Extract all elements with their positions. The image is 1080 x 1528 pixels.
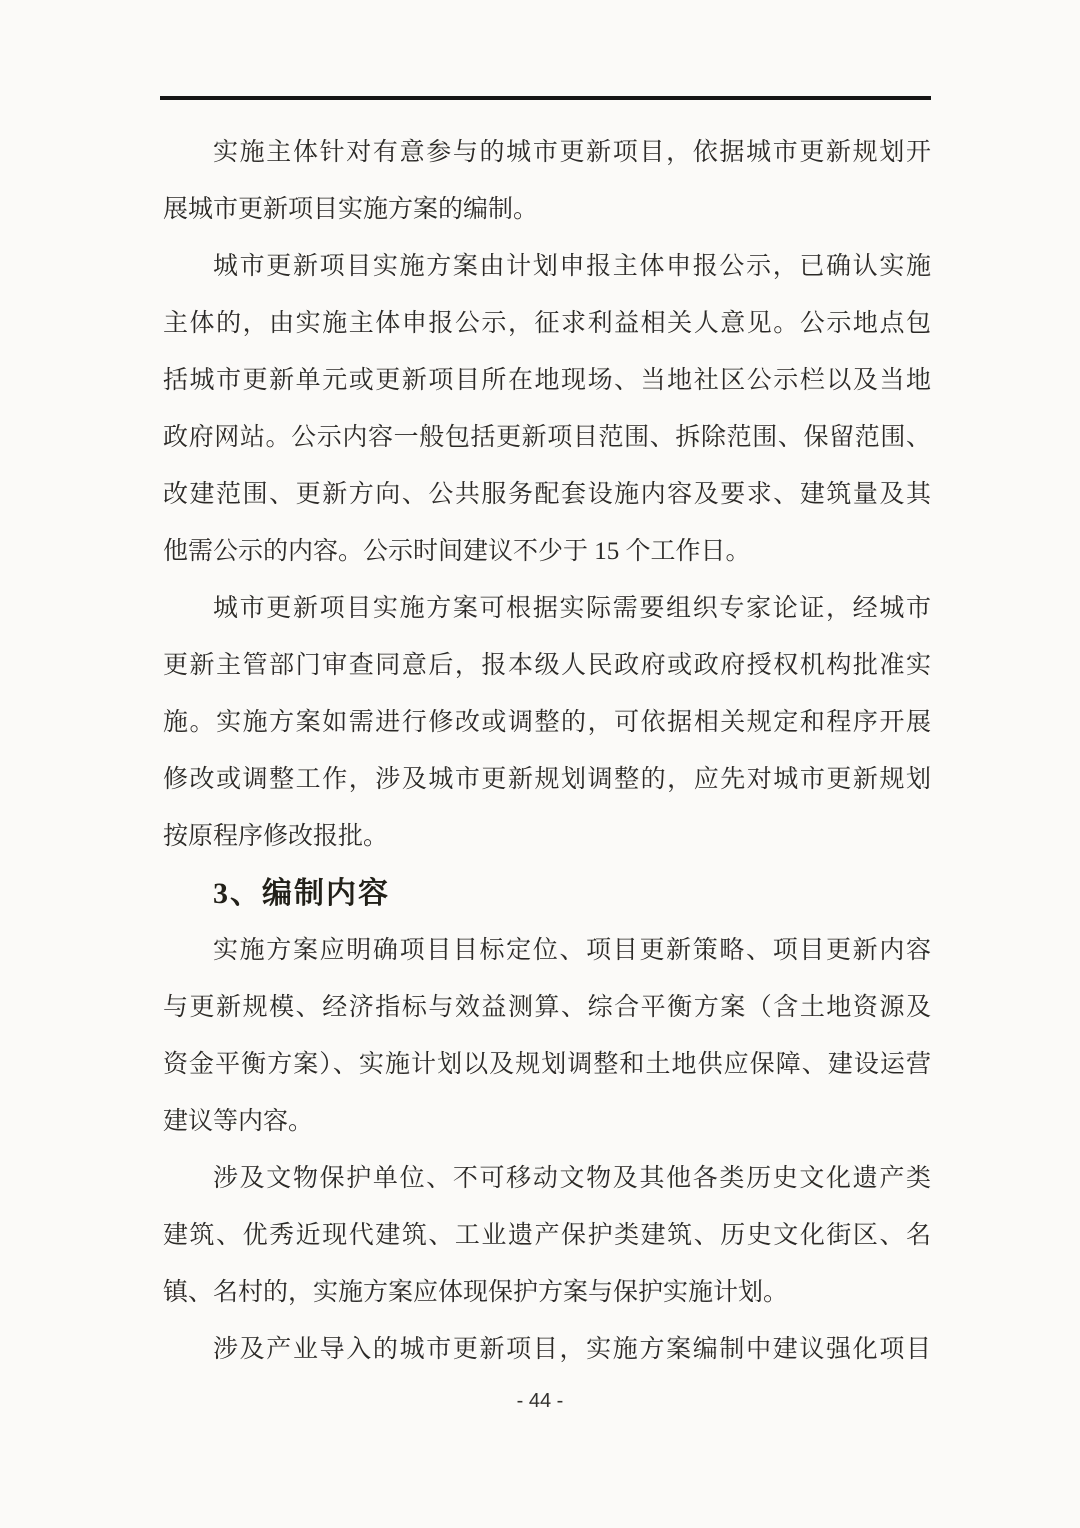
text-line: 城市更新项目实施方案可根据实际需要组织专家论证，经城市 [213,595,931,622]
text-line: 涉及产业导入的城市更新项目，实施方案编制中建议强化项目 [213,1336,931,1363]
section-heading: 3、编制内容 [213,877,390,910]
paragraph [163,580,931,865]
text-line: 括城市更新单元或更新项目所在地现场、当地社区公示栏以及当地 [163,367,931,394]
text-line: 展城市更新项目实施方案的编制。 [163,196,539,223]
text-line: 实施方案应明确项目目标定位、项目更新策略、项目更新内容 [213,937,931,964]
text-line: 建筑、优秀近现代建筑、工业遗产保护类建筑、历史文化街区、名 [163,1222,931,1249]
text-line: 与更新规模、经济指标与效益测算、综合平衡方案（含土地资源及 [163,994,931,1021]
text-line: 建议等内容。 [163,1108,314,1135]
header-rule [160,96,931,100]
text-line: 政府网站。公示内容一般包括更新项目范围、拆除范围、保留范围、 [163,424,931,451]
text-line: 改建范围、更新方向、公共服务配套设施内容及要求、建筑量及其 [163,481,931,508]
text-line: 资金平衡方案）、实施计划以及规划调整和土地供应保障、建设运营 [163,1051,931,1078]
text-line: 涉及文物保护单位、不可移动文物及其他各类历史文化遗产类 [213,1165,931,1192]
text-line: 按原程序修改报批。 [163,823,389,850]
document-body [163,124,931,1378]
text-line: 城市更新项目实施方案由计划申报主体申报公示，已确认实施 [213,253,931,280]
paragraph [163,1150,931,1321]
paragraph [163,238,931,580]
text-line: 修改或调整工作，涉及城市更新规划调整的，应先对城市更新规划 [163,766,931,793]
text-line: 实施主体针对有意参与的城市更新项目，依据城市更新规划开 [213,139,931,166]
paragraph [163,1321,931,1378]
text-line: 镇、名村的，实施方案应体现保护方案与保护实施计划。 [163,1279,789,1306]
paragraph [163,922,931,1150]
text-line: 他需公示的内容。公示时间建议不少于 15 个工作日。 [163,538,751,565]
text-line: 更新主管部门审查同意后，报本级人民政府或政府授权机构批准实 [163,652,931,679]
text-line: 施。实施方案如需进行修改或调整的，可依据相关规定和程序开展 [163,709,931,736]
text-line: 主体的，由实施主体申报公示，征求利益相关人意见。公示地点包 [163,310,931,337]
page-number: - 44 - [516,1390,564,1412]
paragraph [163,124,931,238]
